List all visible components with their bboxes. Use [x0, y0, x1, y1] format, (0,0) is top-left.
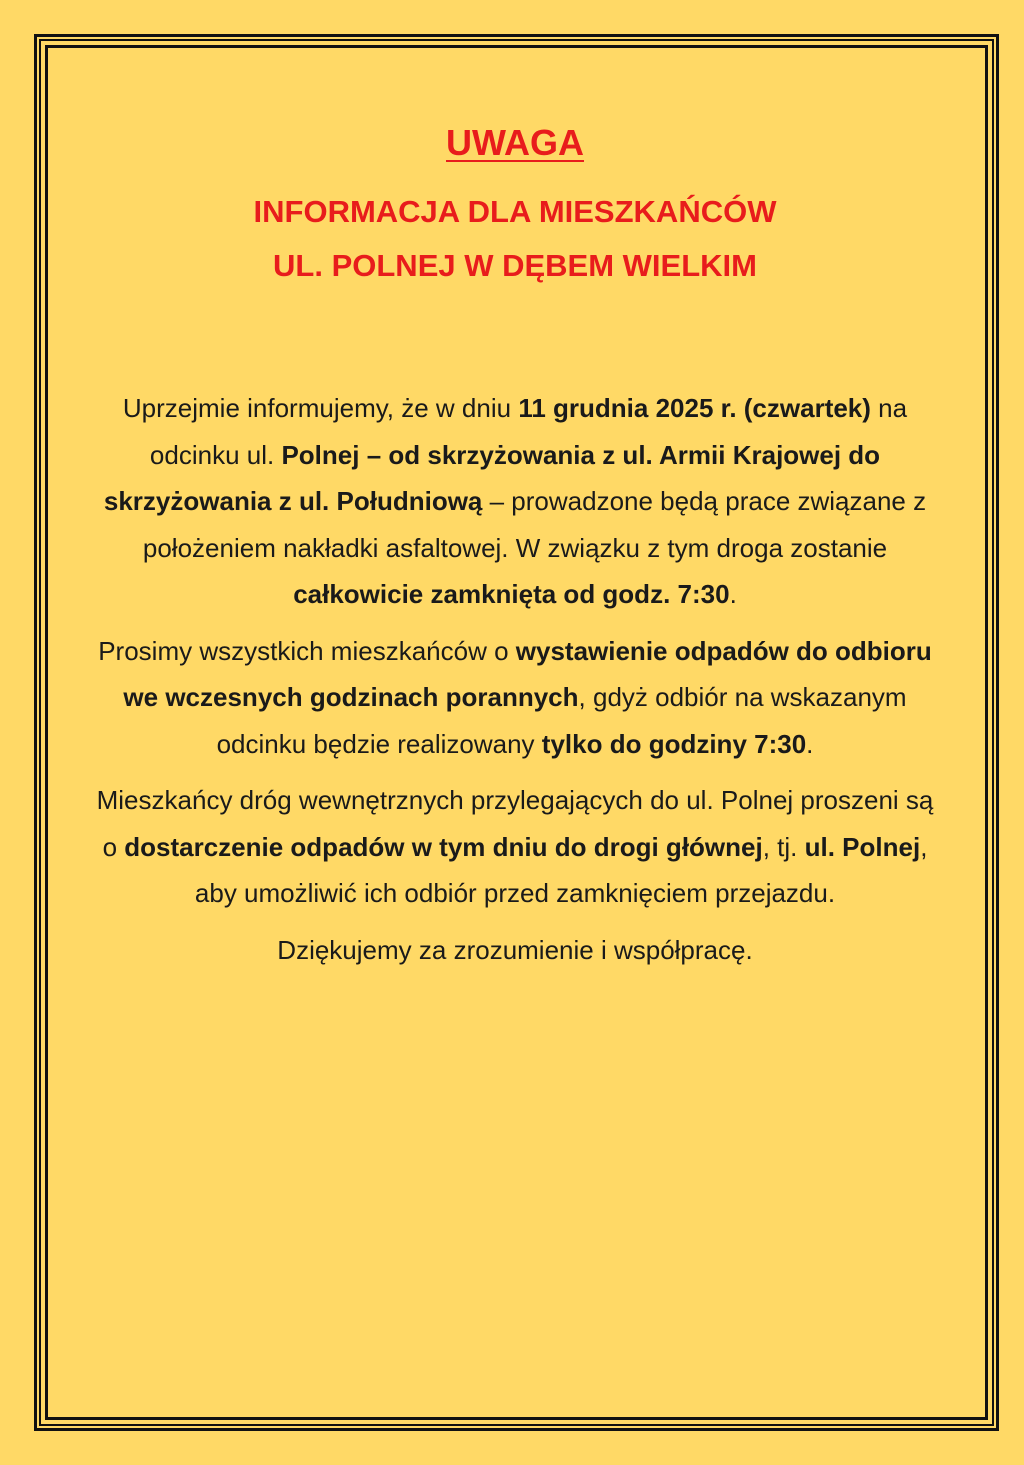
text-run: . — [806, 728, 814, 759]
text-run: Uprzejmie informujemy, że w dniu — [122, 393, 519, 424]
paragraph-road-closure — [90, 385, 940, 618]
paragraph-waste-request — [90, 628, 940, 768]
subtitle-line-1: INFORMACJA DLA MIESZKAŃCÓW — [253, 193, 777, 229]
notice-subtitle — [90, 185, 940, 294]
notice-content — [90, 120, 940, 973]
text-run: , gdyż odbiór na wskazanym odcinku będzie realizowany — [216, 682, 907, 759]
text-run: Mieszkańcy dróg wewnętrznych przylegających do ul. Polnej proszeni są o — [96, 785, 934, 862]
text-run: na odcinku ul. — [149, 393, 908, 470]
bold-deadline: tylko do godziny 7:30 — [541, 728, 807, 759]
text-run: . — [729, 579, 737, 610]
text-run: – prowadzone będą prace związane z położeniem nakładki asfaltowej. W związku z tym droga zostanie — [142, 486, 927, 563]
bold-waste-instruction: wystawienie odpadów do odbioru we wczesnych godzinach porannych — [123, 635, 932, 713]
notice-title: UWAGA — [446, 122, 584, 163]
subtitle-line-2: UL. POLNEJ W DĘBEM WIELKIM — [273, 248, 757, 284]
closing-thanks: Dziękujemy za zrozumienie i współpracę. — [277, 934, 753, 965]
text-run: , aby umożliwić ich odbiór przed zamknięciem przejazdu. — [194, 831, 928, 909]
text-run: Prosimy wszystkich mieszkańców o — [98, 635, 516, 666]
bold-date: 11 grudnia 2025 r. (czwartek) — [518, 393, 871, 424]
bold-delivery-instruction: dostarczenie odpadów w tym dniu do drogi głównej — [124, 831, 763, 862]
text-run: , tj. — [762, 831, 805, 862]
bold-closure-time: całkowicie zamknięta od godz. 7:30 — [293, 579, 730, 610]
bold-street-name: ul. Polnej — [804, 831, 921, 862]
bold-road-section: Polnej – od skrzyżowania z ul. Armii Krajowej do skrzyżowania z ul. Południową — [103, 439, 881, 517]
paragraph-internal-roads — [90, 777, 940, 917]
